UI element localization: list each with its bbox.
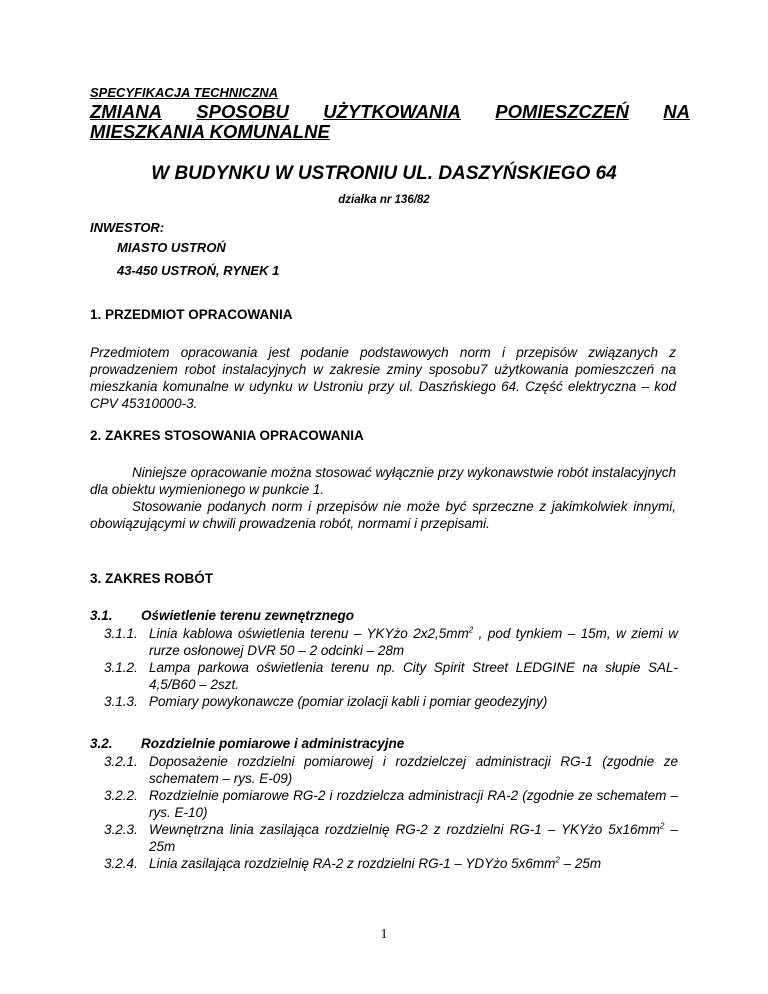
investor-address: 43-450 USTROŃ, RYNEK 1 [117,263,280,278]
title-word: POMIESZCZEŃ [495,101,629,122]
section1-paragraph: Przedmiotem opracowania jest podanie podstawowych norm i przepisów związanych z prowadzeniem robot instalacyjnych w zakresie zminy sposobu7 użytkowania pomieszczeń na mieszkania komunalne w udynku w Ustroniu przy ul. Daszńskiego 64. Część elektryczna – kod CPV 45310000-3. [90,345,676,411]
section1-heading: 1. PRZEDMIOT OPRACOWANIA [90,307,293,322]
section2-paragraph-2: Stosowanie podanych norm i przepisów nie może być sprzeczne z jakimkolwiek innymi, obowiązującymi w chwili prowadzenia robót, normami i przepisami. [90,499,676,531]
list-item: 3.2.2. Rozdzielnie pomiarowe RG-2 i rozdzielcza administracji RA-2 (zgodnie ze schematem – rys. E-10) [104,788,678,820]
list-item: 3.1.2. Lampa parkowa oświetlenia terenu np. City Spirit Street LEDGINE na słupie SAL-4,5/B60 – 2szt. [104,660,678,692]
document-title [90,102,690,142]
section2-paragraph-1: Niniejsze opracowanie można stosować wyłącznie przy wykonawstwie robót instalacyjnych dla obiektu wymienionego w punkcie 1. [90,465,676,497]
subsection-number: 3.2. [90,736,113,751]
subsection-title: Oświetlenie terenu zewnętrznego [141,608,355,623]
title-word: ZMIANA [90,101,162,122]
subsection-number: 3.1. [90,608,113,623]
subsection-3-1-title [90,608,354,623]
title-line-2: MIESZKANIA KOMUNALNE [90,121,330,142]
subsection-3-1-items [104,625,678,710]
subsection-3-2-title [90,736,404,751]
section1-text [90,344,676,412]
title-word: UŻYTKOWANIA [323,101,461,122]
title-line-1 [90,102,690,122]
building-line: W BUDYNKU W USTRONIU UL. DASZYŃSKIEGO 64 [151,163,617,184]
investor-label: INWESTOR: [90,220,165,235]
investor-name: MIASTO USTROŃ [117,240,226,255]
section3-heading: 3. ZAKRES ROBÓT [90,571,214,586]
page-number: 1 [380,927,388,942]
title-word: SPOSOBU [196,101,289,122]
subsection-title: Rozdzielnie pomiarowe i administracyjne [141,736,405,751]
list-item: 3.1.3. Pomiary powykonawcze (pomiar izolacji kabli i pomiar geodezyjny) [104,694,548,709]
parcel-number: działka nr 136/82 [338,194,430,206]
list-item: 3.1.1. Linia kablowa oświetlenia terenu – YKYżo $2x2,5mm^2$ , pod tynkiem – 15m, w ziemi w rurze osłonowej DVR 50 – 2 odcinki – 28m [104,625,678,658]
section2-heading: 2. ZAKRES STOSOWANIA OPRACOWANIA [90,428,364,443]
list-item: 3.2.1. Doposażenie rozdzielni pomiarowej i rozdzielczej administracji RG-1 (zgodnie ze schematem – rys. E-09) [104,754,678,786]
list-item: 3.2.3. Wewnętrzna linia zasilająca rozdzielnię RG-2 z rozdzielni RG-1 – YKYżo $5x16mm^2 - 25m$ [104,821,678,854]
section2-text [90,464,676,532]
spec-label: SPECYFIKACJA TECHNICZNA [90,85,279,100]
list-item: 3.2.4. Linia zasilająca rozdzielnię RA-2 z rozdzielni RG-1 – YDYżo $5x6mm^2 - 25m$ [104,855,602,871]
subsection-3-2-items [104,753,678,872]
title-word: NA [663,101,690,122]
